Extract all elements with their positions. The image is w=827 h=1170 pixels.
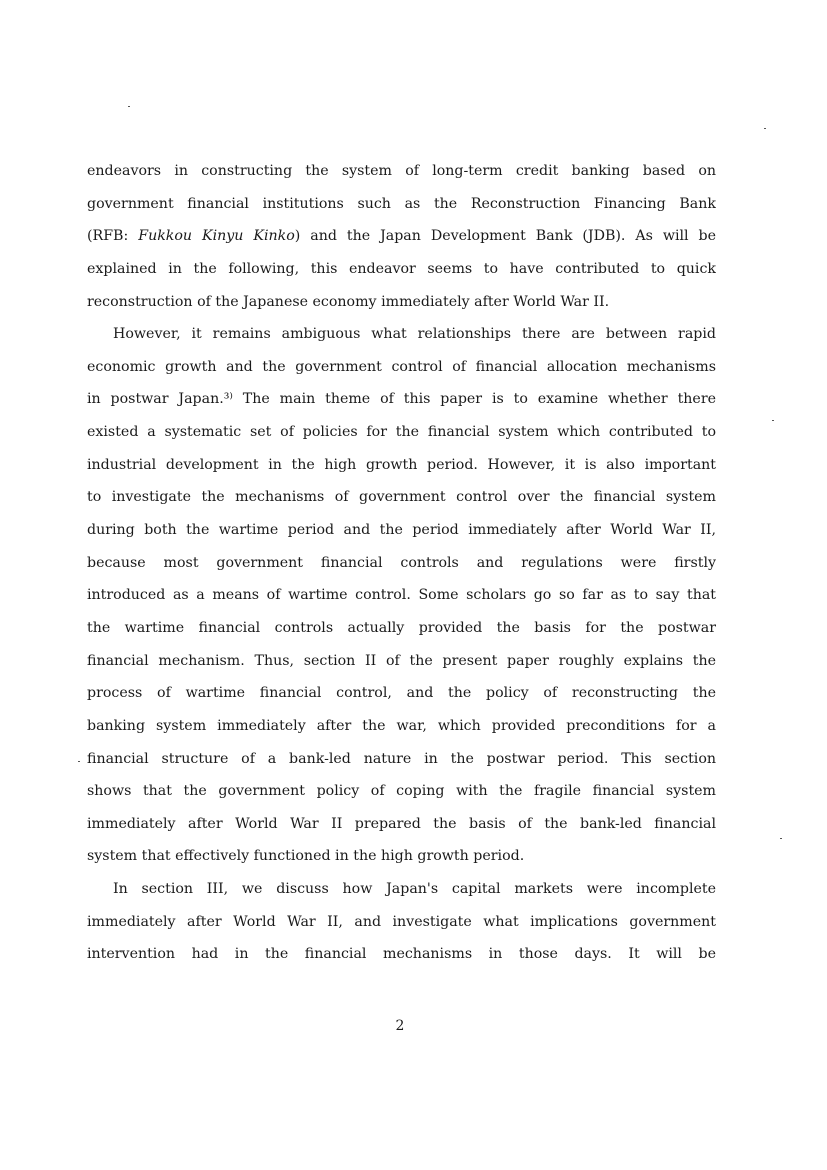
paragraph <box>87 873 716 971</box>
text-line: shows that the government policy of coping with the fragile financial system <box>87 783 716 800</box>
text-line: economic growth and the government control of financial allocation mechanisms <box>87 358 716 375</box>
text-line: during both the wartime period and the period immediately after World War II, <box>87 522 716 539</box>
text-line: existed a systematic set of policies for the financial system which contributed to <box>87 424 716 441</box>
text-line: intervention had in the financial mechanisms in those days. It will be <box>87 946 716 963</box>
scan-speck <box>780 838 782 839</box>
text-line: financial structure of a bank-led nature in the postwar period. This section <box>87 750 716 767</box>
paragraph <box>87 318 716 873</box>
text-line: to investigate the mechanisms of government control over the financial system <box>87 489 716 506</box>
text-line: However, it remains ambiguous what relationships there are between rapid <box>113 326 716 343</box>
scan-speck <box>78 761 80 762</box>
text-line: industrial development in the high growth period. However, it is also important <box>87 456 716 473</box>
text-line: in postwar Japan.³⁾ The main theme of this paper is to examine whether there <box>87 391 716 408</box>
scan-speck <box>128 106 130 107</box>
text-line: reconstruction of the Japanese economy immediately after World War II. <box>87 293 610 310</box>
text-line: because most government financial controls and regulations were firstly <box>87 554 716 571</box>
text-line: the wartime financial controls actually provided the basis for the postwar <box>87 619 716 636</box>
text-line: banking system immediately after the war, which provided preconditions for a <box>87 717 716 734</box>
text-line: immediately after World War II, and investigate what implications government <box>87 913 716 930</box>
text-line: system that effectively functioned in the high growth period. <box>87 848 525 865</box>
text-line: (RFB: Fukkou Kinyu Kinko) and the Japan Development Bank (JDB). As will be <box>87 228 716 245</box>
scan-speck <box>764 128 766 129</box>
text-line: explained in the following, this endeavor seems to have contributed to quick <box>87 260 716 277</box>
text-line: financial mechanism. Thus, section II of the present paper roughly explains the <box>87 652 716 669</box>
text-line: process of wartime financial control, and the policy of reconstructing the <box>87 685 716 702</box>
text-line: endeavors in constructing the system of long-term credit banking based on <box>87 163 716 179</box>
text-line: In section III, we discuss how Japan's capital markets were incomplete <box>113 881 716 898</box>
page-number: 2 <box>395 1018 405 1034</box>
scan-speck <box>772 420 774 421</box>
body-text <box>87 155 716 971</box>
text-line: government financial institutions such as the Reconstruction Financing Bank <box>87 195 716 212</box>
text-line: immediately after World War II prepared the basis of the bank-led financial <box>87 815 716 832</box>
italic-term: Fukkou Kinyu Kinko <box>138 228 295 245</box>
paragraph <box>87 155 716 318</box>
text-line: introduced as a means of wartime control. Some scholars go so far as to say that <box>87 587 716 604</box>
